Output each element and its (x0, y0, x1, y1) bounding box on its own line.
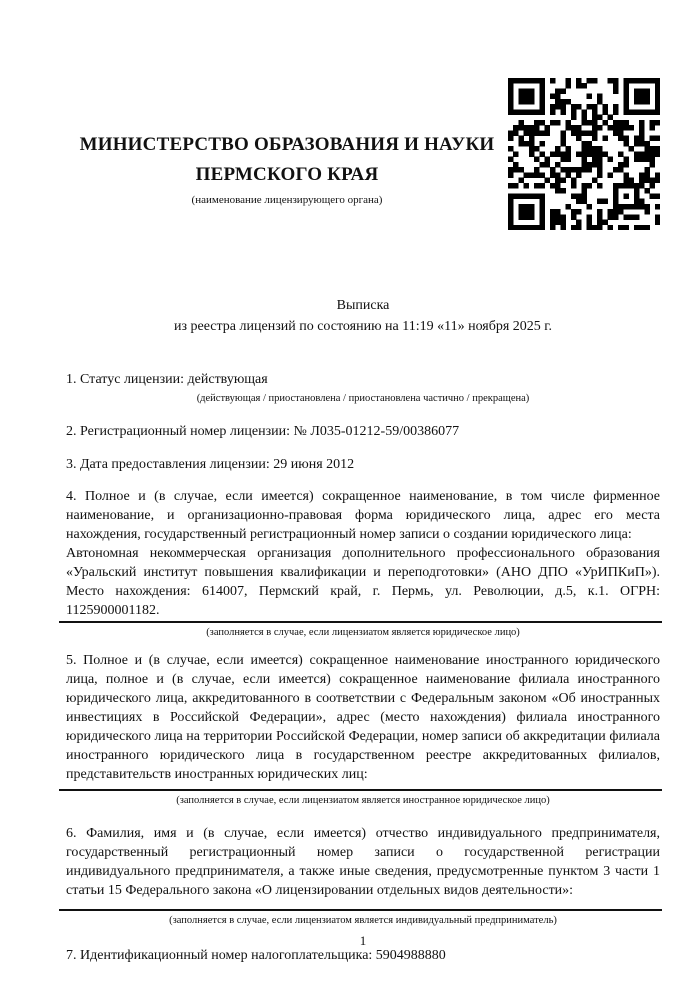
item-individual-entrepreneur (66, 824, 660, 927)
foreign-entity-caption: (заполняется в случае, если лицензиатом является иностранное юридическое лицо) (176, 795, 550, 806)
licensing-authority-block (66, 78, 508, 207)
ministry-name-line2: ПЕРМСКОГО КРАЯ (195, 164, 379, 185)
document-title (66, 295, 660, 337)
ministry-name-line1: МИНИСТЕРСТВО ОБРАЗОВАНИЯ И НАУКИ (79, 134, 495, 155)
item-registration-number (66, 422, 660, 441)
fill-line (59, 909, 662, 911)
fill-line (59, 621, 662, 623)
license-grant-date-text: 3. Дата предоставления лицензии: 29 июня 2012 (66, 457, 355, 472)
taxpayer-id-text: 7. Идентификационный номер налогоплательщика: 5904988880 (66, 948, 446, 963)
individual-entrepreneur-caption: (заполняется в случае, если лицензиатом является индивидуальный предприниматель) (169, 915, 557, 926)
item-foreign-entity (66, 651, 660, 807)
item-license-grant-date (66, 455, 660, 474)
item-legal-entity (66, 487, 660, 639)
page-number: 1 (359, 933, 367, 948)
fill-line (59, 789, 662, 791)
document-title-line1: Выписка (336, 298, 390, 313)
legal-entity-caption: (заполняется в случае, если лицензиатом является юридическое лицо) (206, 627, 520, 638)
legal-entity-label: 4. Полное и (в случае, если имеется) сокращенное наименование, в том числе фирменное наименование, и организационно-правовая форма юридического лица, адрес его места нахождения, государственный регистрационный номер записи о создании юридического лица: (66, 489, 660, 542)
qr-code-icon (508, 78, 660, 230)
registration-number-text: 2. Регистрационный номер лицензии: № Л035-01212-59/00386077 (66, 424, 460, 439)
license-status-text: 1. Статус лицензии: действующая (66, 372, 268, 387)
ministry-caption: (наименование лицензирующего органа) (191, 194, 383, 206)
license-status-caption: (действующая / приостановлена / приостановлена частично / прекращена) (196, 393, 530, 404)
document-title-line2: из реестра лицензий по состоянию на 11:19 «11» ноября 2025 г. (174, 319, 552, 334)
item-license-status (66, 370, 660, 405)
individual-entrepreneur-label: 6. Фамилия, имя и (в случае, если имеется) отчество индивидуального предпринимателя, государственный регистрационный номер записи о государственной регистрации индивидуального предпринимателя, а также иные сведения, предусмотренные пунктом 3 части 1 статьи 15 Федерального закона «О лицензировании отдельных видов деятельности»: (66, 826, 660, 898)
ministry-name (66, 130, 508, 190)
legal-entity-value: Автономная некоммерческая организация дополнительного профессионального образования «Уральский институт повышения квалификации и переподготовки» (АНО ДПО «УрИПКиП»). Место нахождения: 614007, Пермский край, г. Пермь, ул. Революции, д.5, к.1. ОГРН: 1125900001182. (66, 546, 660, 618)
document-header (66, 78, 660, 234)
foreign-entity-label: 5. Полное и (в случае, если имеется) сокращенное наименование иностранного юридического лица, полное и (в случае, если имеется) сокращенное наименование филиала иностранного юридического лица, аккредитованного в соответствии с Федеральным законом «Об иностранных инвестициях в Российской Федерации», адрес (место нахождения) филиала иностранного юридического лица на территории Российской Федерации, номер записи об аккредитации филиала иностранного юридического лица в государственном реестре аккредитованных филиалов, представительств иностранных юридических лиц: (66, 653, 660, 782)
